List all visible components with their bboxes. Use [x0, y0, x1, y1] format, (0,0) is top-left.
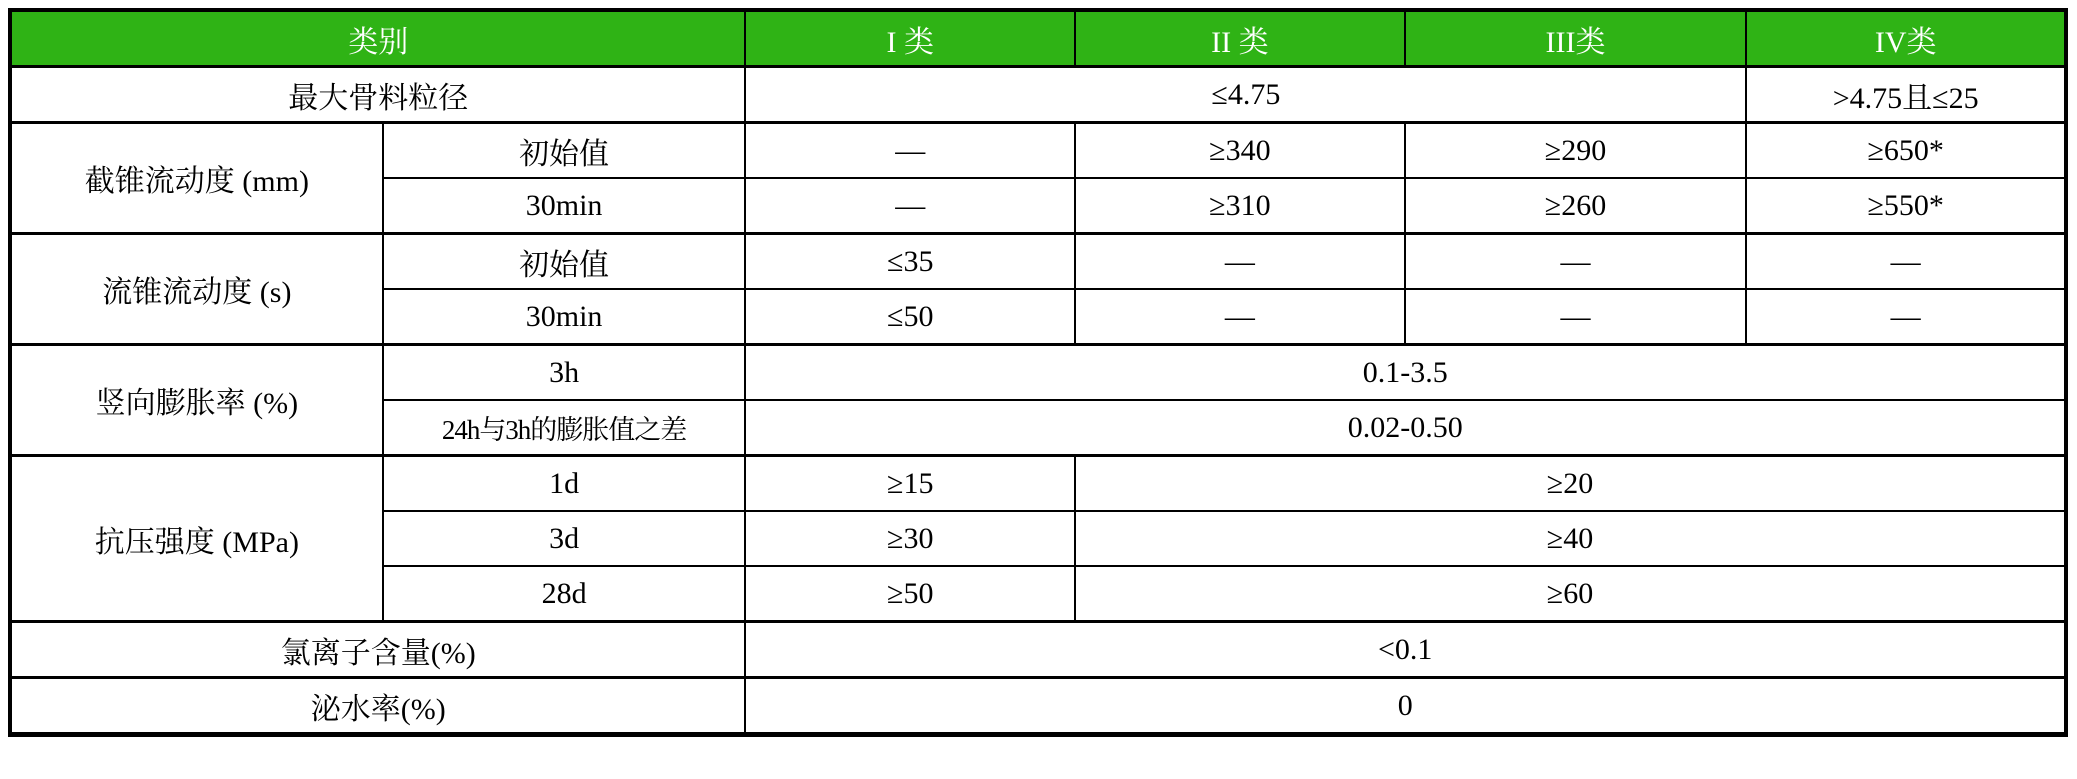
row-max-aggregate: [10, 67, 2066, 123]
compressive-3d-rest: ≥40: [1075, 511, 2066, 566]
truncated-cone-initial-c4: ≥650*: [1746, 123, 2066, 179]
flow-cone-30min-c2: —: [1075, 289, 1405, 345]
truncated-cone-group-label: 截锥流动度 (mm): [10, 123, 383, 234]
compressive-28d-c1: ≥50: [745, 566, 1075, 622]
flow-cone-group-label: 流锥流动度 (s): [10, 234, 383, 345]
chloride-label: 氯离子含量(%): [10, 622, 745, 678]
row-vertical-expansion-3h: [10, 345, 2066, 401]
row-truncated-cone-initial: [10, 123, 2066, 179]
row-bleeding: [10, 678, 2066, 735]
flow-cone-30min-label: 30min: [383, 289, 746, 345]
vertical-expansion-group-label: 竖向膨胀率 (%): [10, 345, 383, 456]
max-aggregate-value-123: ≤4.75: [745, 67, 1746, 123]
header-cell-class4: IV类: [1746, 10, 2066, 67]
truncated-cone-30min-c1: —: [745, 178, 1075, 234]
flow-cone-30min-c3: —: [1405, 289, 1747, 345]
vertical-expansion-diff-label: 24h与3h的膨胀值之差: [383, 400, 746, 456]
header-row: [10, 10, 2066, 67]
truncated-cone-30min-c2: ≥310: [1075, 178, 1405, 234]
max-aggregate-label: 最大骨料粒径: [10, 67, 745, 123]
truncated-cone-30min-c4: ≥550*: [1746, 178, 2066, 234]
compressive-group-label: 抗压强度 (MPa): [10, 456, 383, 622]
max-aggregate-value-4: >4.75且≤25: [1746, 67, 2066, 123]
vertical-expansion-diff-value: 0.02-0.50: [745, 400, 2066, 456]
header-cell-class3: III类: [1405, 10, 1747, 67]
compressive-3d-label: 3d: [383, 511, 746, 566]
chloride-value: <0.1: [745, 622, 2066, 678]
flow-cone-initial-label: 初始值: [383, 234, 746, 290]
compressive-1d-rest: ≥20: [1075, 456, 2066, 512]
bleeding-value: 0: [745, 678, 2066, 735]
flow-cone-initial-c2: —: [1075, 234, 1405, 290]
flow-cone-30min-c1: ≤50: [745, 289, 1075, 345]
bleeding-label: 泌水率(%): [10, 678, 745, 735]
header-cell-category: 类别: [10, 10, 745, 67]
compressive-3d-c1: ≥30: [745, 511, 1075, 566]
compressive-1d-c1: ≥15: [745, 456, 1075, 512]
compressive-1d-label: 1d: [383, 456, 746, 512]
row-chloride: [10, 622, 2066, 678]
truncated-cone-30min-c3: ≥260: [1405, 178, 1747, 234]
flow-cone-initial-c1: ≤35: [745, 234, 1075, 290]
vertical-expansion-3h-value: 0.1-3.5: [745, 345, 2066, 401]
header-cell-class2: II 类: [1075, 10, 1405, 67]
truncated-cone-initial-c1: —: [745, 123, 1075, 179]
spec-table: [8, 8, 2068, 737]
truncated-cone-initial-c2: ≥340: [1075, 123, 1405, 179]
row-compressive-1d: [10, 456, 2066, 512]
header-cell-class1: I 类: [745, 10, 1075, 67]
vertical-expansion-3h-label: 3h: [383, 345, 746, 401]
flow-cone-initial-c4: —: [1746, 234, 2066, 290]
truncated-cone-initial-label: 初始值: [383, 123, 746, 179]
truncated-cone-initial-c3: ≥290: [1405, 123, 1747, 179]
flow-cone-30min-c4: —: [1746, 289, 2066, 345]
compressive-28d-rest: ≥60: [1075, 566, 2066, 622]
row-flow-cone-initial: [10, 234, 2066, 290]
flow-cone-initial-c3: —: [1405, 234, 1747, 290]
truncated-cone-30min-label: 30min: [383, 178, 746, 234]
compressive-28d-label: 28d: [383, 566, 746, 622]
